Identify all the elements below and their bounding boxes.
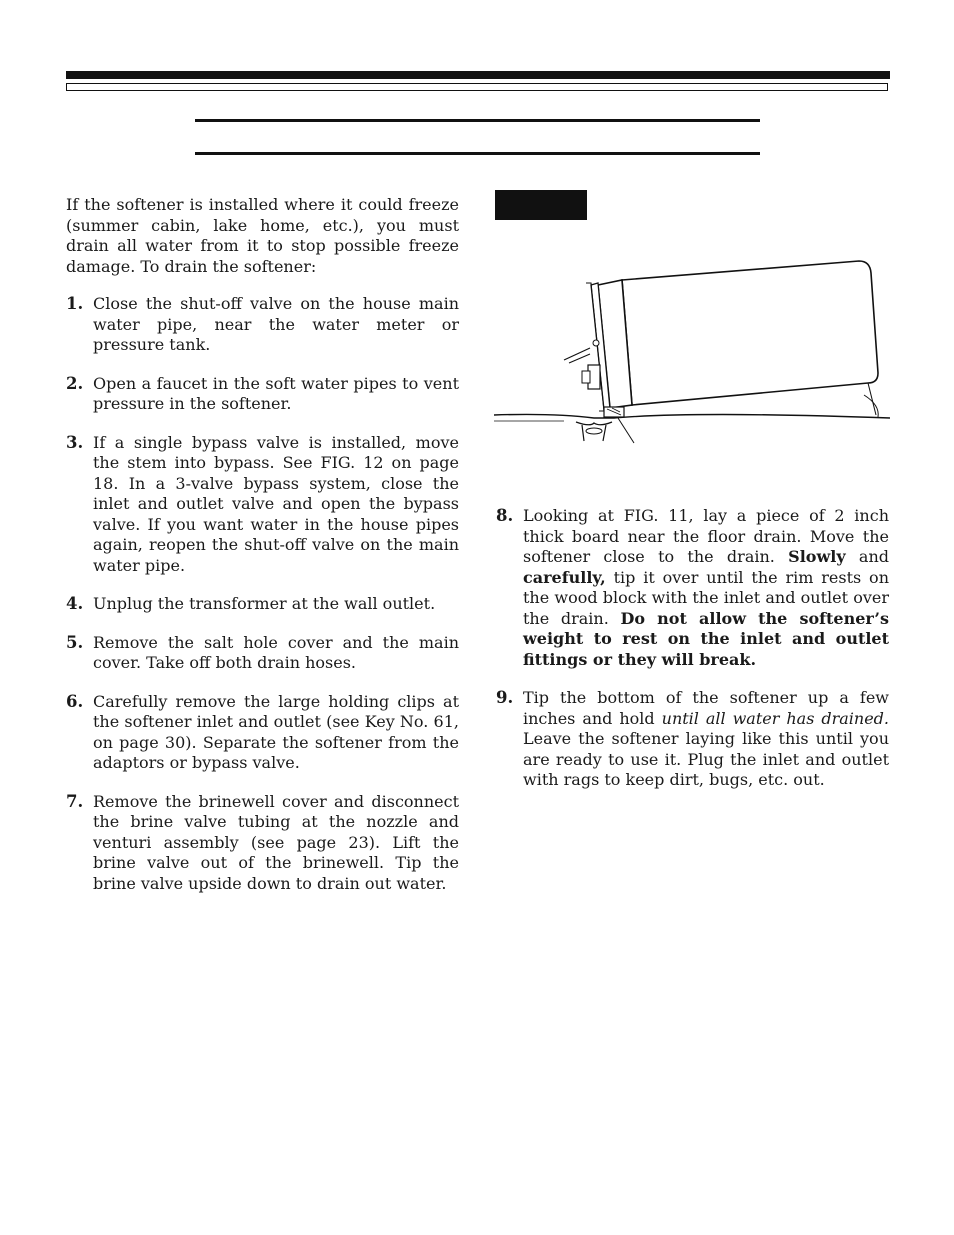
header-rule-thick [66,71,890,79]
step-9 [496,688,889,791]
step-5 [66,633,459,674]
softener-tipped-illustration [494,255,890,450]
step-text: If a single bypass valve is installed, move the stem into bypass. See FIG. 12 on page 18. In a 3-valve bypass system, close the inlet and outlet valve and open the bypass valve. If you want water in the house pipes again, reopen the shut-off valve on the main water pipe. [93,432,459,575]
step-text: Looking at FIG. 11, lay a piece of 2 inch thick board near the floor drain. Move the softener close to the drain. Slowly and carefully, tip it over until the rim rests on the wood block with the inlet and outlet over the drain. Do not allow the softener’s weight to rest on the inlet and outlet fittings or they will break. [523,506,890,669]
step-8 [496,506,889,670]
step-number: 7. [66,791,84,811]
title-rule-bottom [195,152,760,155]
intro-paragraph: If the softener is installed where it could freeze (summer cabin, lake home, etc.), you must drain all water from it to stop possible freeze damage. To drain the softener: [66,195,459,276]
step-number: 9. [496,688,514,707]
step-3 [66,433,459,577]
header-rule-outline [66,83,888,91]
step-number: 6. [66,691,84,711]
step-text: Remove the salt hole cover and the main cover. Take off both drain hoses. [93,632,459,672]
left-steps-list [66,294,459,894]
step-text: Remove the brinewell cover and disconnect the brine valve tubing at the nozzle and venturi assembly (see page 23). Lift the brine valve out of the brinewell. Tip the brine valve upside down to drain out water. [93,791,459,893]
step-6 [66,692,459,774]
step-4 [66,594,459,615]
step-number: 4. [66,594,84,613]
step-number: 1. [66,294,84,313]
step-number: 8. [496,506,514,525]
figure-label-badge [495,190,587,220]
title-rule-top [195,119,760,122]
step-text: Open a faucet in the soft water pipes to vent pressure in the softener. [93,373,459,413]
step-number: 2. [66,373,84,393]
step-text: Close the shut-off valve on the house main water pipe, near the water meter or pressure tank. [93,294,459,354]
left-column [66,195,459,912]
step-7 [66,792,459,895]
right-column [496,506,889,809]
warning-text: Do not allow the softener’s weight to rest on the inlet and outlet fittings or they will break. [523,608,890,669]
step-text: Unplug the transformer at the wall outlet. [93,594,436,613]
step-number: 3. [66,432,84,452]
step-1 [66,294,459,356]
step-text: Carefully remove the large holding clips at the softener inlet and outlet (see Key No. 61, on page 30). Separate the softener from the adaptors or bypass valve. [93,691,459,772]
step-2 [66,374,459,415]
step-number: 5. [66,632,84,652]
step-text: Tip the bottom of the softener up a few inches and hold until all water has drained. Leave the softener laying like this until you are ready to use it. Plug the inlet and outlet with rags to keep dirt, bugs, etc. out. [523,688,890,789]
